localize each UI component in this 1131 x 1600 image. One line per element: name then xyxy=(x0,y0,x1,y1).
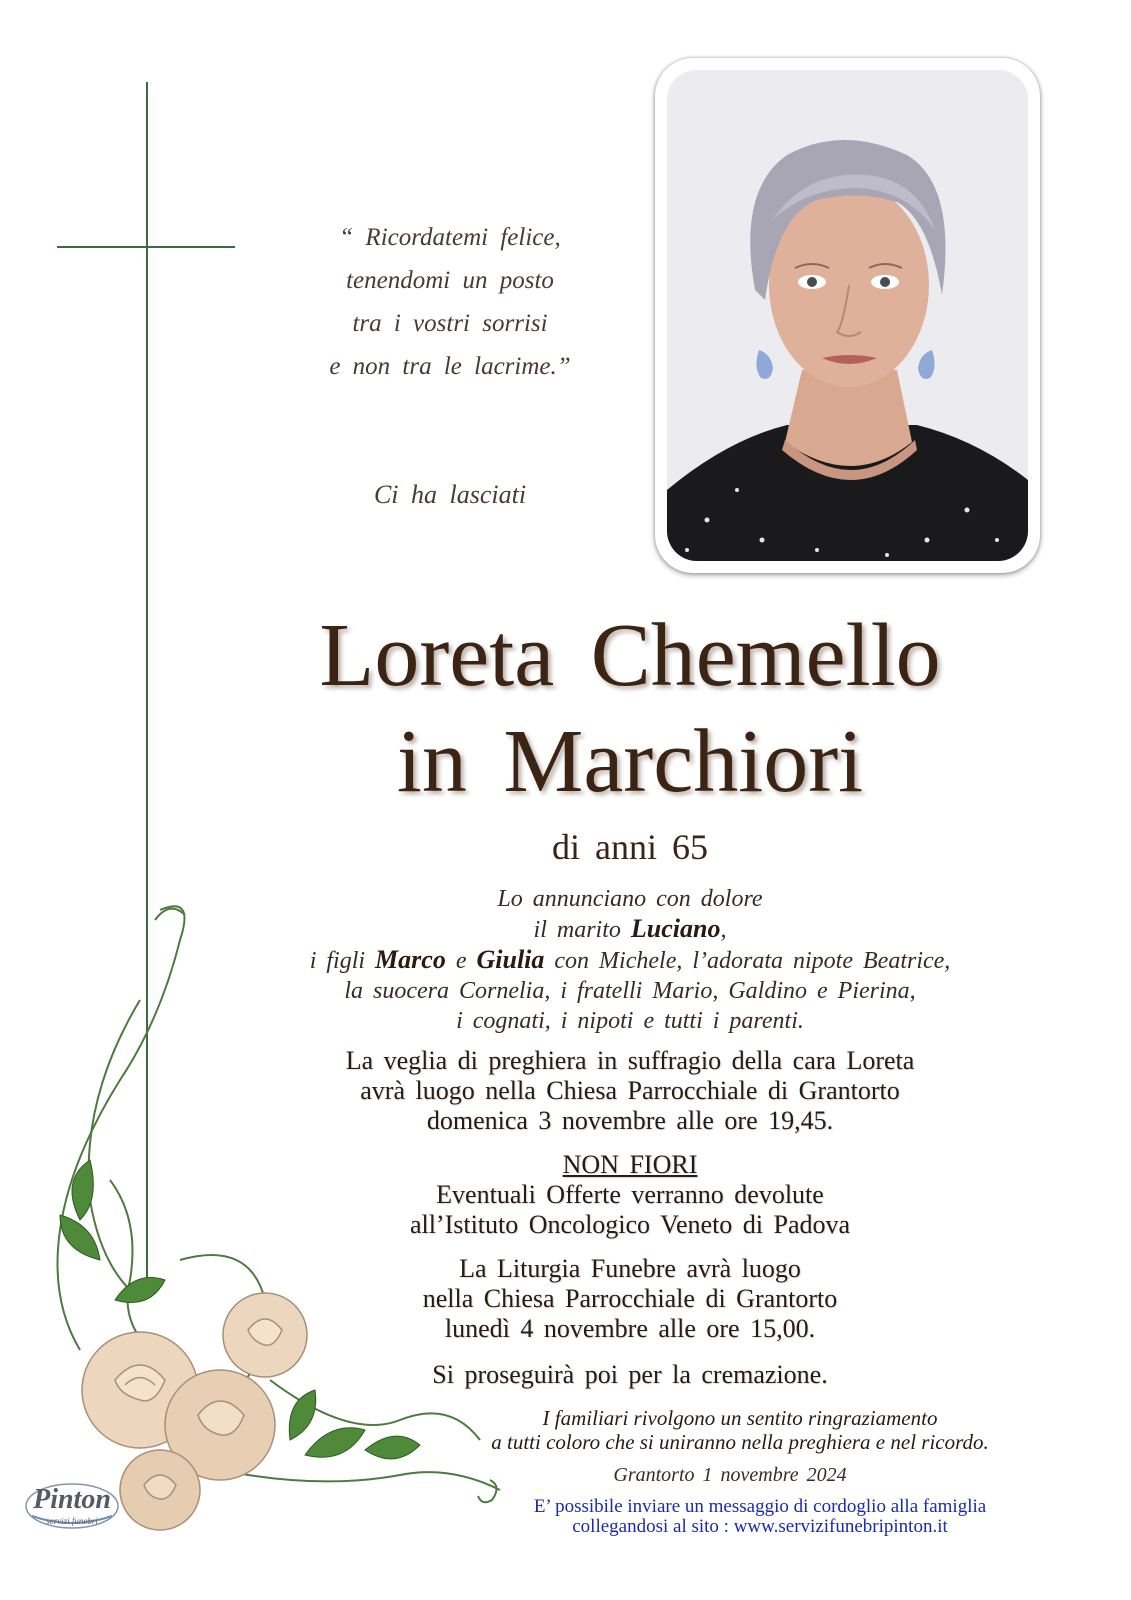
age-text: di anni 65 xyxy=(552,827,708,867)
quote-line: e non tra le lacrime.” xyxy=(329,353,571,380)
cross-horizontal xyxy=(57,246,235,248)
funeral-line: nella Chiesa Parrocchiale di Grantorto xyxy=(422,1284,838,1313)
text: e xyxy=(445,948,477,974)
vigil-line: La veglia di preghiera in suffragio della cara Loreta xyxy=(345,1046,915,1075)
donations-line: all’Istituto Oncologico Veneto di Padova xyxy=(409,1210,851,1239)
cremation-info: Si proseguirà poi per la cremazione. xyxy=(432,1360,828,1389)
family-line: Lo annunciano con dolore xyxy=(497,886,763,912)
logo-subtitle: servizi funebri xyxy=(46,1516,98,1526)
deceased-name: Loreta Chemello xyxy=(319,606,941,705)
husband-name: Luciano xyxy=(630,914,721,943)
married-name: in Marchiori xyxy=(396,712,864,811)
quote-line: tra i vostri sorrisi xyxy=(352,310,548,337)
condolence-line: E’ possibile inviare un messaggio di cordoglio alla famiglia xyxy=(533,1496,987,1517)
thanks-line: I familiari rivolgono un sentito ringraziamento xyxy=(542,1406,938,1430)
funeral-line: lunedì 4 novembre alle ore 15,00. xyxy=(444,1314,816,1343)
family-line: i cognati, i nipoti e tutti i parenti. xyxy=(456,1008,804,1034)
son-name: Marco xyxy=(375,945,446,974)
vigil-line: domenica 3 novembre alle ore 19,45. xyxy=(426,1106,834,1135)
funeral-line: La Liturgia Funebre avrà luogo xyxy=(459,1254,801,1283)
rose-decoration xyxy=(20,880,540,1580)
condolence-website[interactable]: collegandosi al sito : www.servizifunebripinton.it xyxy=(572,1516,948,1537)
daughter-name: Giulia xyxy=(476,945,545,974)
text: , xyxy=(720,917,727,943)
quote-line: “ Ricordatemi felice, xyxy=(339,224,561,251)
family-line: la suocera Cornelia, i fratelli Mario, Galdino e Pierina, xyxy=(344,978,916,1004)
text: i figli xyxy=(309,948,376,974)
text: con Michele, l’adorata nipote Beatrice, xyxy=(544,948,951,974)
vigil-line: avrà luogo nella Chiesa Parrocchiale di Grantorto xyxy=(360,1076,900,1105)
logo-name: Pinton xyxy=(33,1484,111,1515)
intro-text: Ci ha lasciati xyxy=(373,480,527,509)
portrait-photo xyxy=(667,70,1028,561)
donations-line: Eventuali Offerte verranno devolute xyxy=(436,1180,824,1209)
text: il marito xyxy=(533,917,631,943)
place-date: Grantorto 1 novembre 2024 xyxy=(613,1464,847,1486)
quote-line: tenendomi un posto xyxy=(346,267,554,294)
thanks-line: a tutti coloro che si uniranno nella preghiera e nel ricordo. xyxy=(491,1430,989,1454)
no-flowers-heading: NON FIORI xyxy=(562,1150,698,1179)
condolence-info xyxy=(470,1497,1050,1537)
memorial-quote xyxy=(300,216,600,388)
